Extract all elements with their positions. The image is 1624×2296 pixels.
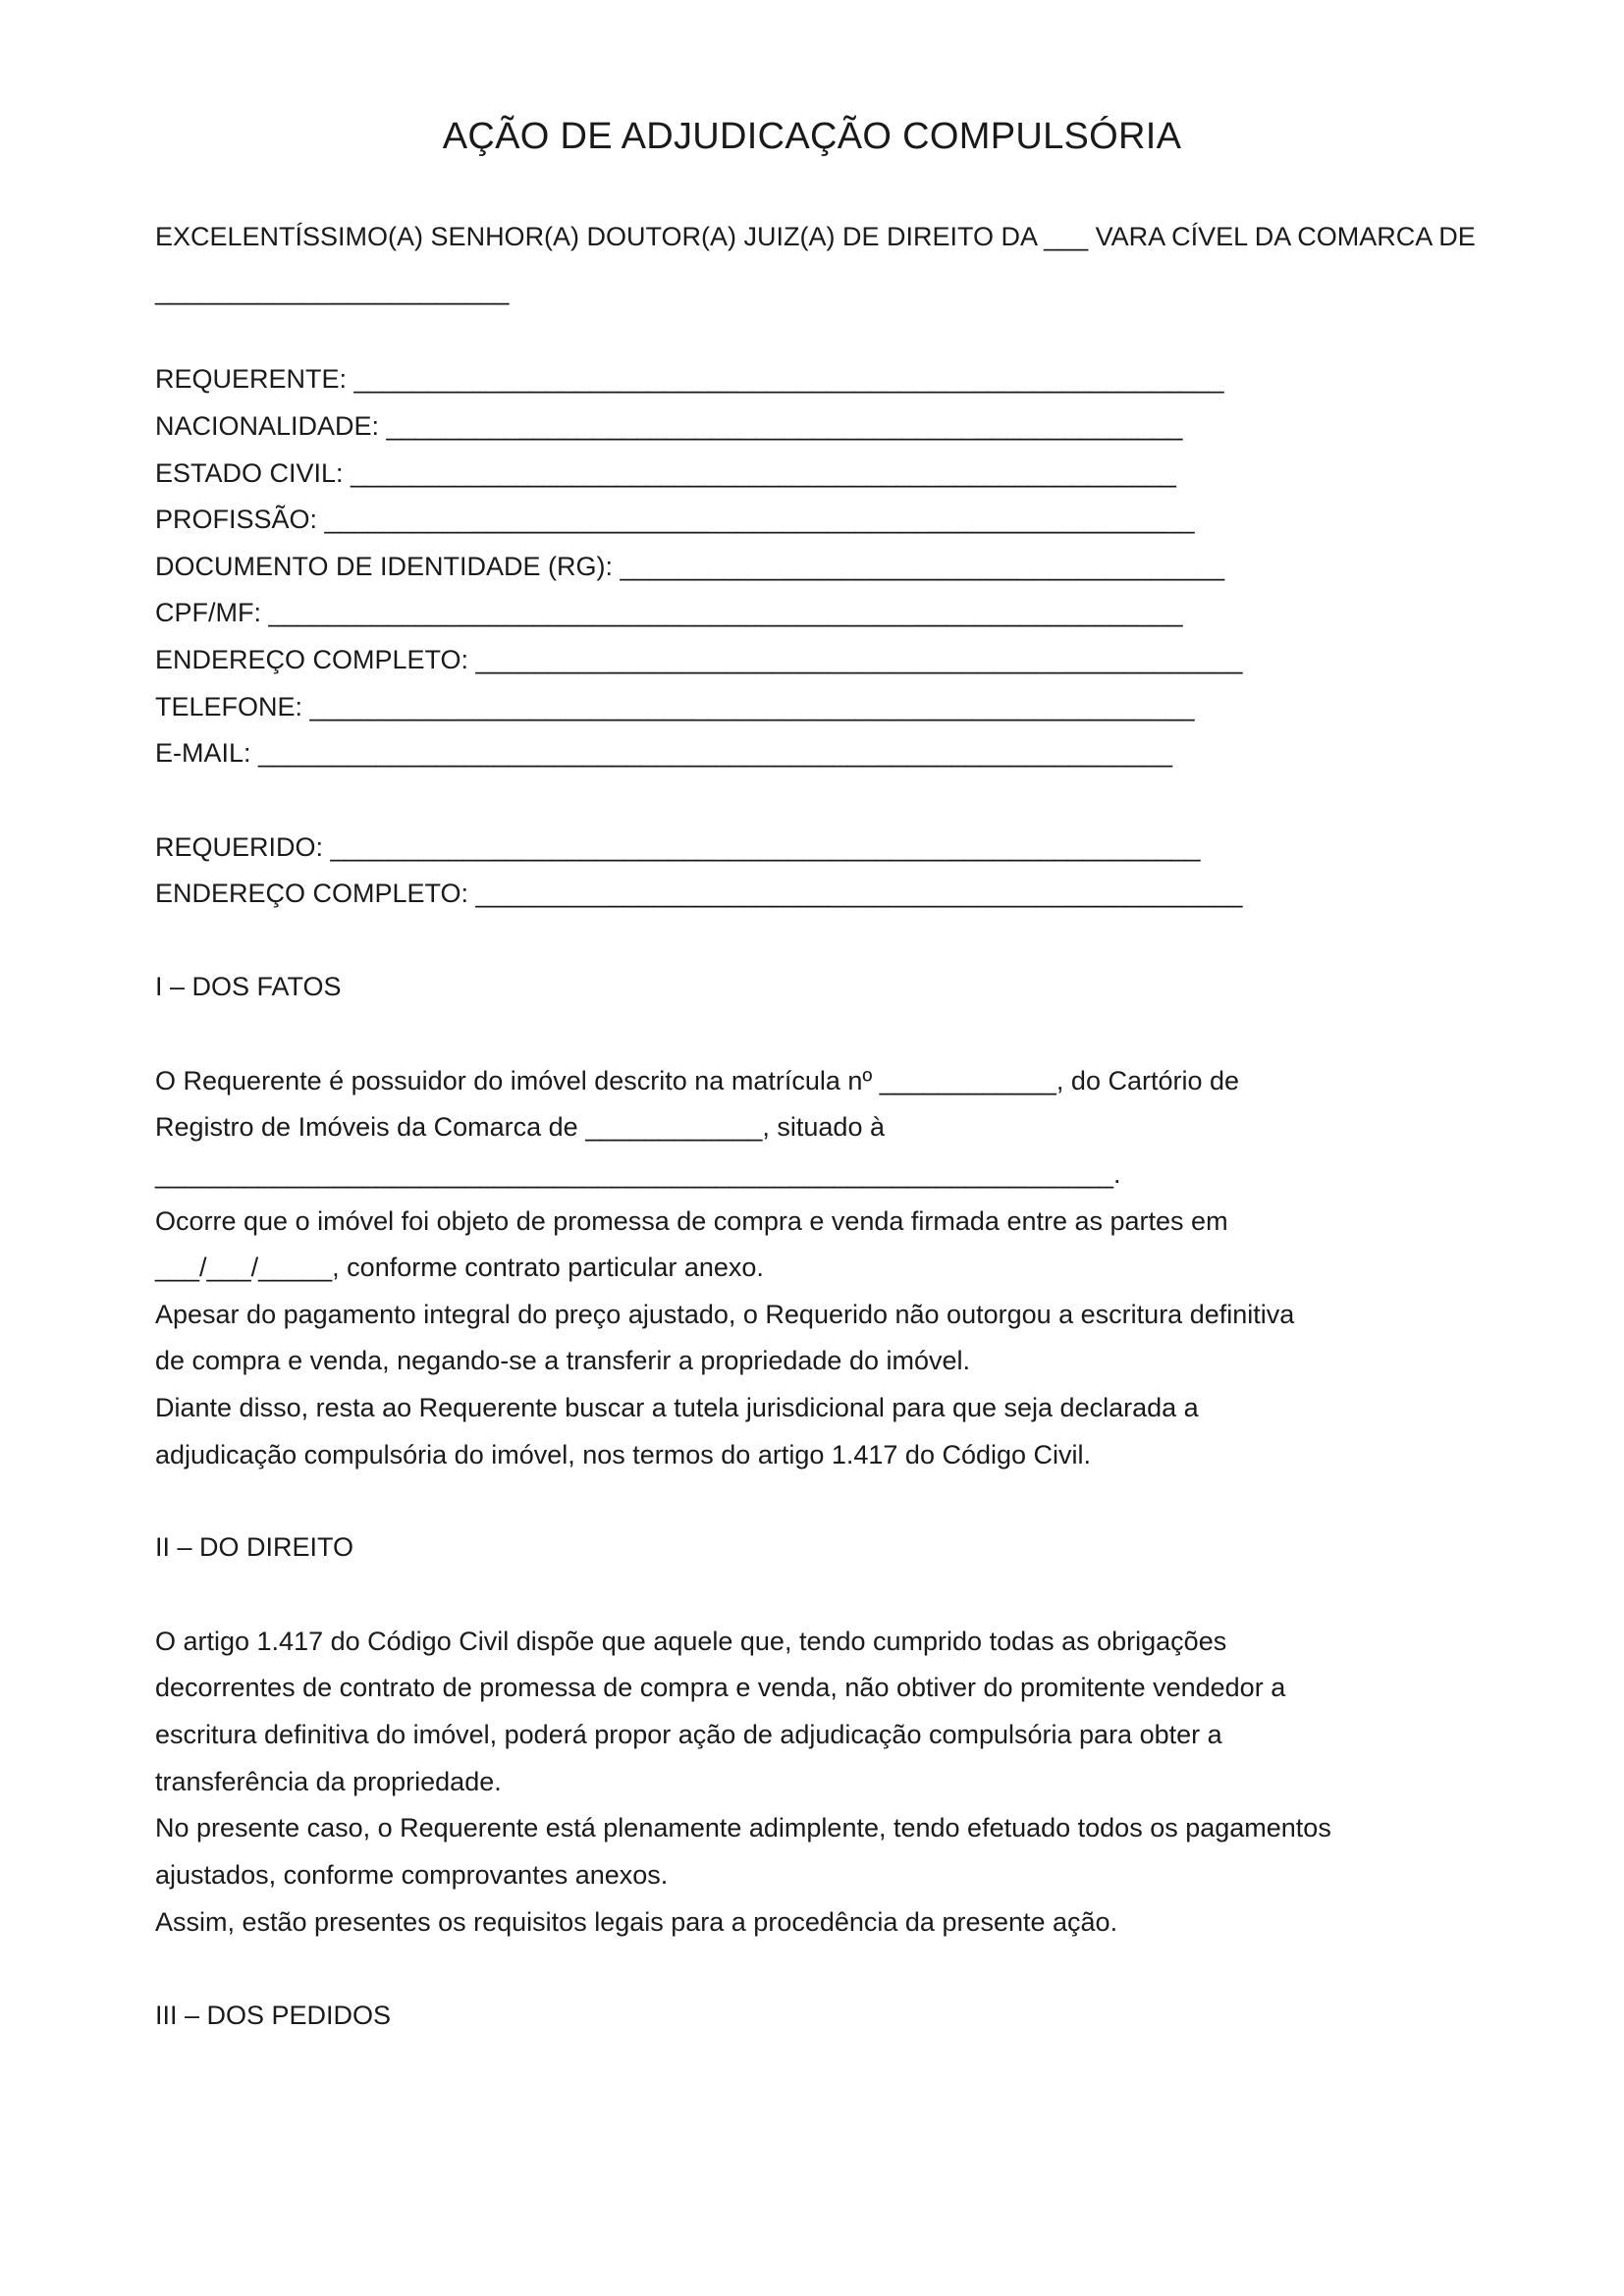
paragraph-line: No presente caso, o Requerente está plenamente adimplente, tendo efetuado todos os pagamentos [155, 1813, 1331, 1842]
paragraph-line: O artigo 1.417 do Código Civil dispõe que aquele que, tendo cumprido todas as obrigações [155, 1627, 1227, 1656]
paragraph-line: Apesar do pagamento integral do preço ajustado, o Requerido não outorgou a escritura definitiva [155, 1300, 1295, 1329]
paragraph-line: transferência da propriedade. [155, 1767, 502, 1796]
paragraph-line: escritura definitiva do imóvel, poderá propor ação de adjudicação compulsória para obter a [155, 1720, 1222, 1749]
section-heading-fatos: I – DOS FATOS [155, 972, 342, 1001]
document-title: AÇÃO DE ADJUDICAÇÃO COMPULSÓRIA [442, 116, 1182, 157]
field-estado-civil: ESTADO CIVIL: ________________________________________________________ [155, 458, 1176, 488]
paragraph-line: decorrentes de contrato de promessa de compra e venda, não obtiver do promitente vendedor a [155, 1673, 1286, 1702]
field-cpf: CPF/MF: ______________________________________________________________ [155, 598, 1183, 627]
paragraph-line: Registro de Imóveis da Comarca de ____________, situado à [155, 1112, 885, 1142]
paragraph-line: de compra e venda, negando-se a transferir a propriedade do imóvel. [155, 1346, 970, 1375]
field-endereco-requerido: ENDEREÇO COMPLETO: ____________________________________________________ [155, 879, 1243, 908]
field-requerente: REQUERENTE: ___________________________________________________________ [155, 364, 1224, 394]
paragraph-line: Assim, estão presentes os requisitos legais para a procedência da presente ação. [155, 1907, 1118, 1937]
paragraph-line: ___/___/_____, conforme contrato particular anexo. [155, 1253, 764, 1282]
field-telefone: TELEFONE: ____________________________________________________________ [155, 692, 1195, 721]
addressee-line: EXCELENTÍSSIMO(A) SENHOR(A) DOUTOR(A) JUIZ(A) DE DIREITO DA ___ VARA CÍVEL DA COMARCA DE [155, 222, 1476, 251]
field-nacionalidade: NACIONALIDADE: ______________________________________________________ [155, 411, 1183, 441]
paragraph-line: Diante disso, resta ao Requerente buscar a tutela jurisdicional para que seja declarada a [155, 1393, 1199, 1422]
field-rg: DOCUMENTO DE IDENTIDADE (RG): _________________________________________ [155, 552, 1225, 581]
paragraph-line: Ocorre que o imóvel foi objeto de promessa de compra e venda firmada entre as partes em [155, 1206, 1228, 1236]
paragraph-line: _________________________________________________________________. [155, 1159, 1121, 1189]
paragraph-line: ajustados, conforme comprovantes anexos. [155, 1860, 669, 1890]
field-profissao: PROFISSÃO: ___________________________________________________________ [155, 505, 1195, 534]
paragraph-line: adjudicação compulsória do imóvel, nos termos do artigo 1.417 do Código Civil. [155, 1440, 1092, 1469]
paragraph-line: O Requerente é possuidor do imóvel descrito na matrícula nº ____________, do Cartório de [155, 1066, 1240, 1095]
field-endereco-requerente: ENDEREÇO COMPLETO: ____________________________________________________ [155, 645, 1243, 674]
addressee-blank-line: ________________________ [155, 276, 510, 305]
field-requerido: REQUERIDO: ___________________________________________________________ [155, 832, 1201, 862]
field-email: E-MAIL: ______________________________________________________________ [155, 738, 1173, 768]
section-heading-direito: II – DO DIREITO [155, 1532, 354, 1562]
section-heading-pedidos: III – DOS PEDIDOS [155, 2001, 392, 2030]
